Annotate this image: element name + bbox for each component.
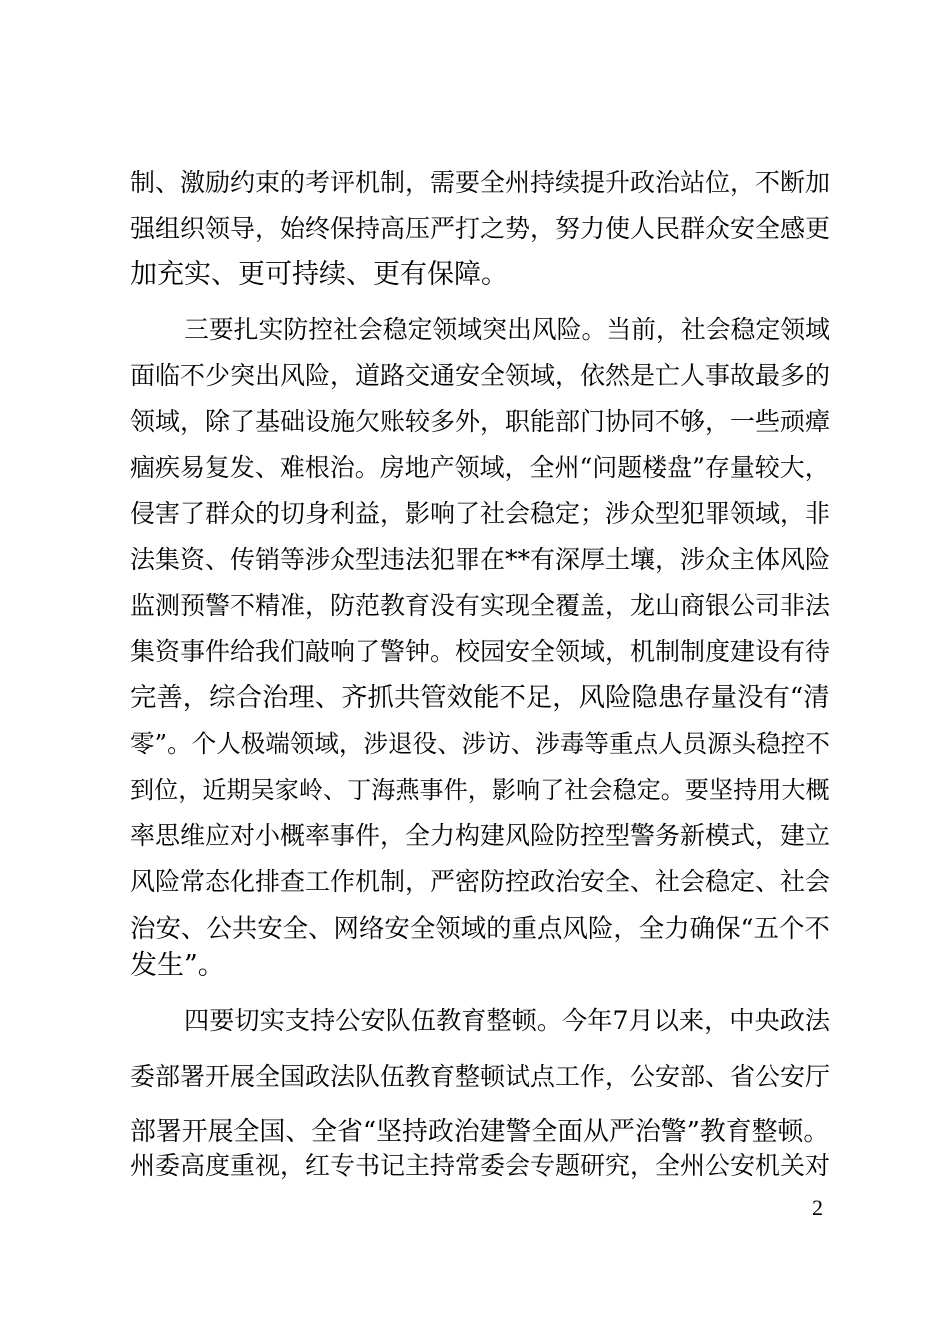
text-line: 率思维应对小概率事件，全力构建风险防控型警务新模式，建立 [130, 821, 831, 850]
text-line: 面临不少突出风险，道路交通安全领域，依然是亡人事故最多的 [130, 361, 831, 390]
text-line: 领域，除了基础设施欠账较多外，职能部门协同不够，一些顽瘴 [130, 407, 831, 436]
text-line: 发生”。 [130, 950, 225, 981]
text-line: 零”。个人极端领域，涉退役、涉访、涉毒等重点人员源头稳控不 [130, 729, 830, 758]
text-line: 州委高度重视，红专书记主持常委会专题研究，全州公安机关对 [130, 1151, 831, 1180]
paragraph-start-line: 四要切实支持公安队伍教育整顿。今年7月以来，中央政法 [184, 1006, 831, 1035]
text-line: 加充实、更可持续、更有保障。 [130, 259, 508, 290]
text-line: 到位，近期吴家岭、丁海燕事件，影响了社会稳定。要坚持用大概 [130, 776, 830, 804]
text-line: 风险常态化排查工作机制，严密防控政治安全、社会稳定、社会 [130, 867, 831, 896]
text-line: 监测预警不精准，防范教育没有实现全覆盖，龙山商银公司非法 [130, 591, 831, 620]
text-line: 治安、公共安全、网络安全领域的重点风险，全力确保“五个不 [130, 913, 830, 943]
text-line: 痼疾易复发、难根治。房地产领域，全州“问题楼盘”存量较大， [130, 453, 830, 482]
text-line: 制、激励约束的考评机制，需要全州持续提升政治站位，不断加 [130, 168, 831, 197]
text-line: 法集资、传销等涉众型违法犯罪在**有深厚土壤，涉众主体风险 [130, 545, 831, 574]
text-line: 委部署开展全国政法队伍教育整顿试点工作，公安部、省公安厅 [130, 1062, 831, 1091]
text-line: 部署开展全国、全省“坚持政治建警全面从严治警”教育整顿。 [130, 1117, 830, 1147]
text-line: 集资事件给我们敲响了警钟。校园安全领域，机制制度建设有待 [130, 637, 831, 666]
page-number: 2 [812, 1195, 823, 1220]
text-line: 完善，综合治理、齐抓共管效能不足，风险隐患存量没有“清 [130, 682, 830, 713]
text-line: 侵害了群众的切身利益，影响了社会稳定；涉众型犯罪领域，非 [130, 499, 831, 528]
paragraph-start-line: 三要扎实防控社会稳定领域突出风险。当前，社会稳定领域 [184, 315, 830, 344]
text-line: 强组织领导，始终保持高压严打之势，努力使人民群众安全感更 [130, 214, 831, 243]
